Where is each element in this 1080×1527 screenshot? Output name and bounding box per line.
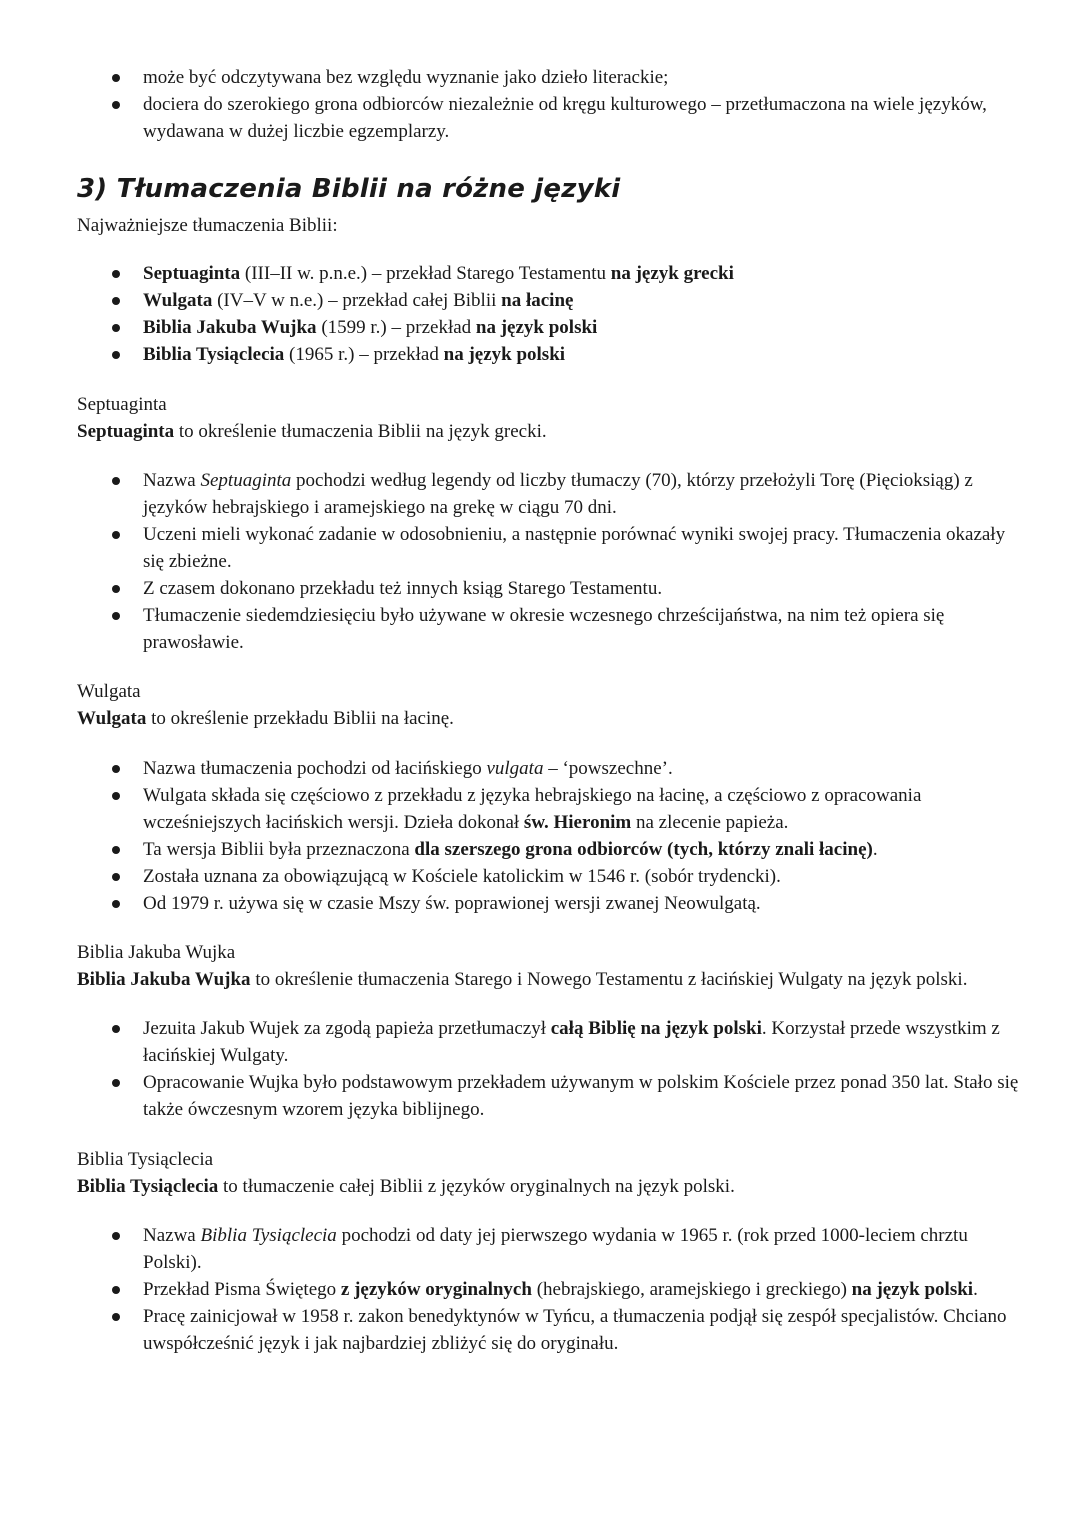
list-item: może być odczytywana bez względu wyznanie jako dzieło literackie; [0,64,1080,91]
list-item: Nazwa tłumaczenia pochodzi od łacińskiego vulgata – ‘powszechne’. [0,755,1080,782]
bold-text: Biblia Jakuba Wujka [143,317,317,338]
list-item: Uczeni mieli wykonać zadanie w odosobnieniu, a następnie porównać wyniki swojej pracy. Tłumaczenia okazały się zbieżne. [0,521,1080,575]
tysiaclecia-list [0,1222,1080,1357]
wujek-list [0,1015,1080,1123]
bold-text: na język grecki [610,263,734,284]
septuaginta-list [0,467,1080,656]
bold-text: Septuaginta [77,421,175,442]
list-item: Tłumaczenie siedemdziesięciu było używane w okresie wczesnego chrześcijaństwa, na nim też opiera się prawosławie. [0,602,1080,656]
list-item: Wulgata składa się częściowo z przekładu z języka hebrajskiego na łacinę, a częściowo z opracowania wcześniejszych łacińskich wersji. Dzieła dokonał św. Hieronim na zlecenie papieża. [0,782,1080,836]
intro-list [0,64,1080,145]
bold-text: św. Hieronim [523,812,632,833]
list-item: Biblia Tysiąclecia (1965 r.) – przekład na język polski [0,341,1080,368]
list-item: Od 1979 r. używa się w czasie Mszy św. poprawionej wersji zwanej Neowulgatą. [0,890,1080,917]
list-item: Septuaginta (III–II w. p.n.e.) – przekład Starego Testamentu na język grecki [0,260,1080,287]
definition: Wulgata to określenie przekładu Biblii na łacinę. [77,708,454,729]
bold-text: na język polski [851,1279,974,1300]
subsection-title: Biblia Jakuba Wujka [77,942,236,963]
section-intro: Najważniejsze tłumaczenia Biblii: [77,215,338,236]
bold-text: Septuaginta [143,263,241,284]
subsection-title: Septuaginta [77,394,167,415]
bold-text: na język polski [475,317,598,338]
bold-text: Biblia Tysiąclecia [77,1176,219,1197]
definition: Biblia Jakuba Wujka to określenie tłumaczenia Starego i Nowego Testamentu z łacińskiej Wulgaty na język polski. [77,969,968,990]
bold-text: dla szerszego grona odbiorców (tych, którzy znali łacinę) [414,839,873,860]
wulgata-list [0,755,1080,917]
list-item: Opracowanie Wujka było podstawowym przekładem używanym w polskim Kościele przez ponad 350 lat. Stało się także ówczesnym wzorem języka biblijnego. [0,1069,1080,1123]
list-item: Przekład Pisma Świętego z języków oryginalnych (hebrajskiego, aramejskiego i greckiego) na język polski. [0,1276,1080,1303]
list-item: Pracę zainicjował w 1958 r. zakon benedyktynów w Tyńcu, a tłumaczenia podjął się zespół specjalistów. Chciano uwspółcześnić język i jak najbardziej zbliżyć się do oryginału. [0,1303,1080,1357]
bold-text: Wulgata [143,290,213,311]
list-item: Nazwa Biblia Tysiąclecia pochodzi od daty jej pierwszego wydania w 1965 r. (rok przed 1000-leciem chrztu Polski). [0,1222,1080,1276]
list-item: Została uznana za obowiązującą w Kościele katolickim w 1546 r. (sobór trydencki). [0,863,1080,890]
list-item: Z czasem dokonano przekładu też innych ksiąg Starego Testamentu. [0,575,1080,602]
list-item: Ta wersja Biblii była przeznaczona dla szerszego grona odbiorców (tych, którzy znali łacinę). [0,836,1080,863]
list-item: Biblia Jakuba Wujka (1599 r.) – przekład na język polski [0,314,1080,341]
bold-text: Wulgata [77,708,147,729]
translations-list [0,260,1080,368]
bold-text: na łacinę [501,290,574,311]
bold-text: Biblia Jakuba Wujka [77,969,251,990]
italic-text: Septuaginta [200,470,292,491]
definition: Biblia Tysiąclecia to tłumaczenie całej Biblii z języków oryginalnych na język polski. [77,1176,735,1197]
definition: Septuaginta to określenie tłumaczenia Biblii na język grecki. [77,421,547,442]
subsection-title: Wulgata [77,681,141,702]
bold-text: Biblia Tysiąclecia [143,344,285,365]
subsection-title: Biblia Tysiąclecia [77,1149,214,1170]
section-heading: 3) Tłumaczenia Biblii na różne języki [77,174,621,204]
bold-text: na język polski [443,344,566,365]
italic-text: vulgata [486,758,544,779]
list-item: Nazwa Septuaginta pochodzi według legendy od liczby tłumaczy (70), którzy przełożyli Torę (Pięcioksiąg) z języków hebrajskiego i aramejskiego na grekę w ciągu 70 dni. [0,467,1080,521]
italic-text: Biblia Tysiąclecia [200,1225,337,1246]
list-item: Jezuita Jakub Wujek za zgodą papieża przetłumaczył całą Biblię na język polski. Korzystał przede wszystkim z łacińskiej Wulgaty. [0,1015,1080,1069]
list-item: dociera do szerokiego grona odbiorców niezależnie od kręgu kulturowego – przetłumaczona na wiele języków, wydawana w dużej liczbie egzemplarzy. [0,91,1080,145]
bold-text: całą Biblię na język polski [550,1018,762,1039]
list-item: Wulgata (IV–V w n.e.) – przekład całej Biblii na łacinę [0,287,1080,314]
bold-text: z języków oryginalnych [340,1279,532,1300]
